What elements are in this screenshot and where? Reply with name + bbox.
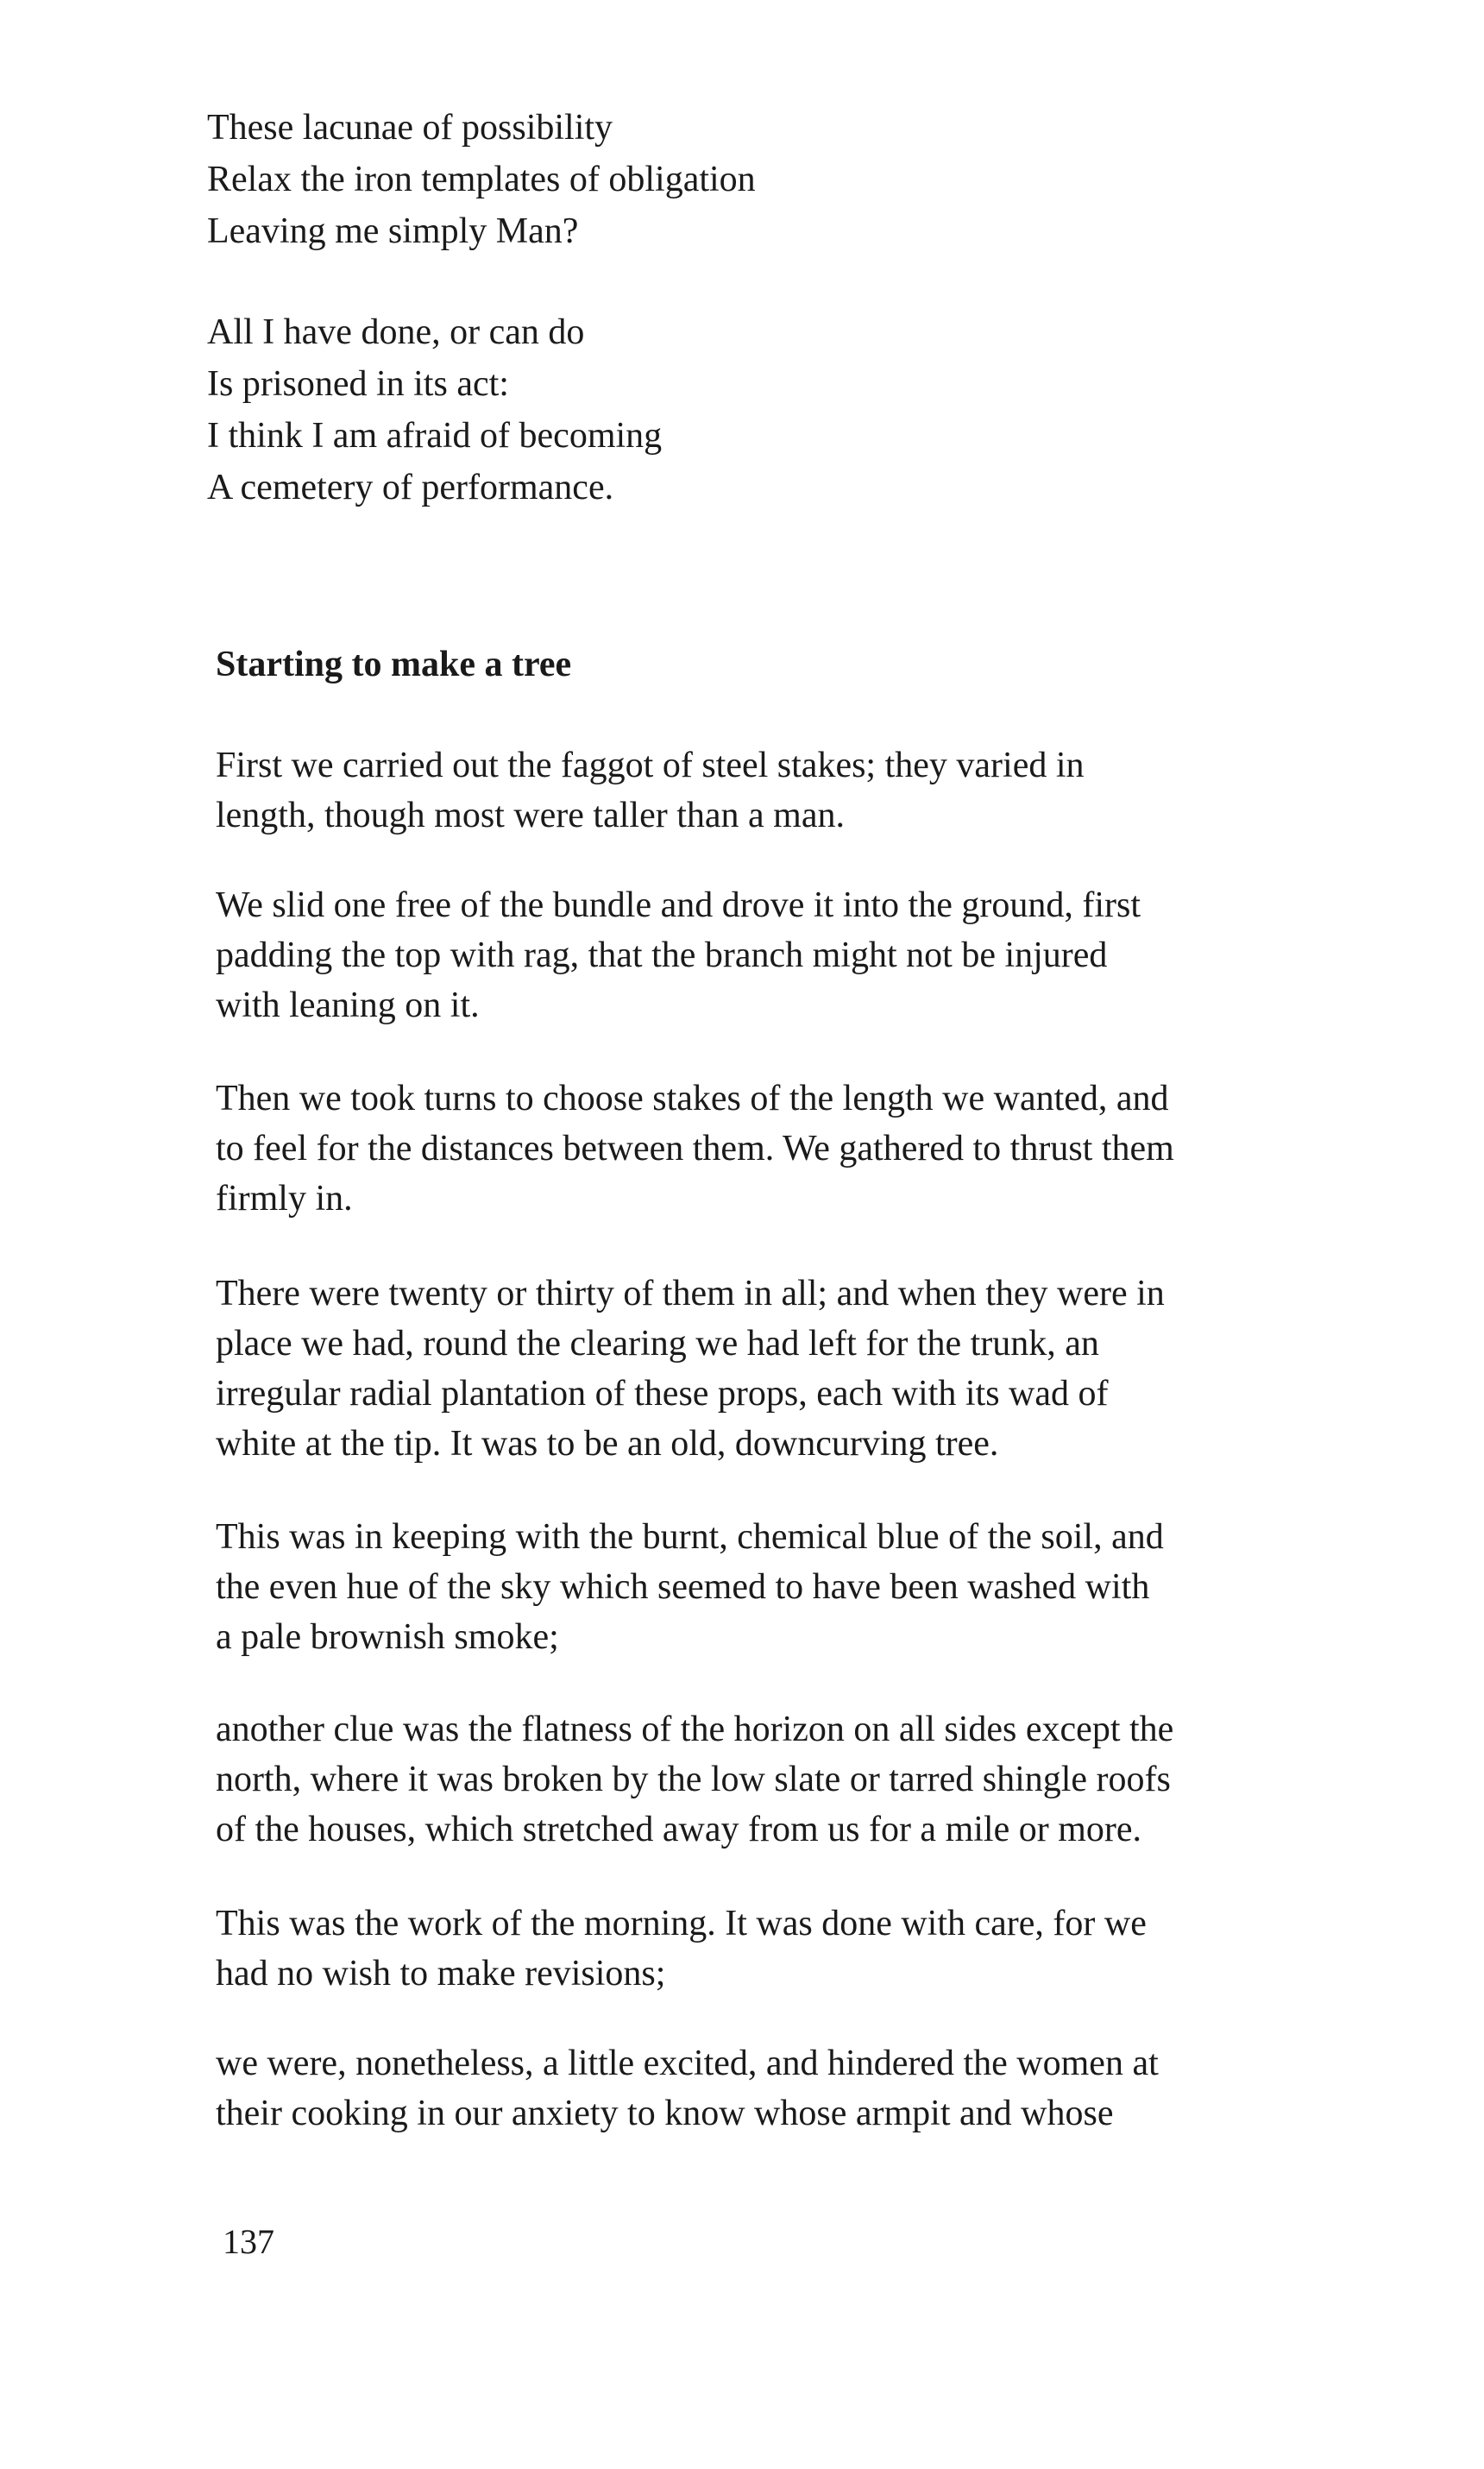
paragraph-line: place we had, round the clearing we had left for the trunk, an — [216, 1324, 1099, 1364]
page-number: 137 — [223, 2222, 274, 2261]
poem-stanza-2 — [207, 306, 662, 513]
paragraph-5 — [216, 1512, 1329, 1662]
poem-line: A cemetery of performance. — [207, 468, 614, 507]
poem-line: These lacunae of possibility — [207, 108, 613, 148]
poem-line: I think I am afraid of becoming — [207, 416, 663, 456]
paragraph-line: firmly in. — [216, 1179, 353, 1219]
paragraph-line: Then we took turns to choose stakes of the length we wanted, and — [216, 1079, 1169, 1118]
paragraph-line: the even hue of the sky which seemed to have been washed with — [216, 1567, 1150, 1607]
paragraph-line: had no wish to make revisions; — [216, 1954, 666, 1993]
paragraph-line: white at the tip. It was to be an old, downcurving tree. — [216, 1424, 999, 1464]
paragraph-line: length, though most were taller than a man. — [216, 796, 845, 835]
paragraph-line: with leaning on it. — [216, 986, 480, 1025]
paragraph-line: a pale brownish smoke; — [216, 1617, 559, 1657]
paragraph-line: padding the top with rag, that the branch might not be injured — [216, 935, 1108, 975]
paragraph-line: their cooking in our anxiety to know whose armpit and whose — [216, 2094, 1114, 2133]
poem-line: Is prisoned in its act: — [207, 364, 509, 404]
paragraph-2 — [216, 880, 1329, 1030]
paragraph-line: north, where it was broken by the low slate or tarred shingle roofs — [216, 1760, 1171, 1799]
poem-stanza-1 — [207, 102, 756, 257]
paragraph-8 — [216, 2038, 1329, 2138]
poem-line: Leaving me simply Man? — [207, 211, 579, 251]
paragraph-line: another clue was the flatness of the horizon on all sides except the — [216, 1710, 1174, 1749]
paragraph-line: First we carried out the faggot of steel stakes; they varied in — [216, 746, 1085, 785]
paragraph-line: This was in keeping with the burnt, chemical blue of the soil, and — [216, 1517, 1164, 1557]
section-title: Starting to make a tree — [216, 645, 572, 684]
paragraph-7 — [216, 1899, 1329, 1999]
paragraph-6 — [216, 1704, 1329, 1855]
poem-line: All I have done, or can do — [207, 312, 585, 352]
paragraph-line: to feel for the distances between them. We gathered to thrust them — [216, 1129, 1174, 1168]
paragraph-line: There were twenty or thirty of them in all; and when they were in — [216, 1274, 1165, 1313]
paragraph-3 — [216, 1074, 1329, 1224]
paragraph-line: This was the work of the morning. It was done with care, for we — [216, 1904, 1147, 1943]
paragraph-line: We slid one free of the bundle and drove it into the ground, first — [216, 885, 1141, 925]
paragraph-line: irregular radial plantation of these props, each with its wad of — [216, 1374, 1109, 1414]
paragraph-1 — [216, 740, 1329, 841]
poem-line: Relax the iron templates of obligation — [207, 160, 756, 199]
paragraph-4 — [216, 1269, 1329, 1469]
paragraph-line: of the houses, which stretched away from us for a mile or more. — [216, 1810, 1142, 1849]
paragraph-line: we were, nonetheless, a little excited, and hindered the women at — [216, 2044, 1159, 2083]
